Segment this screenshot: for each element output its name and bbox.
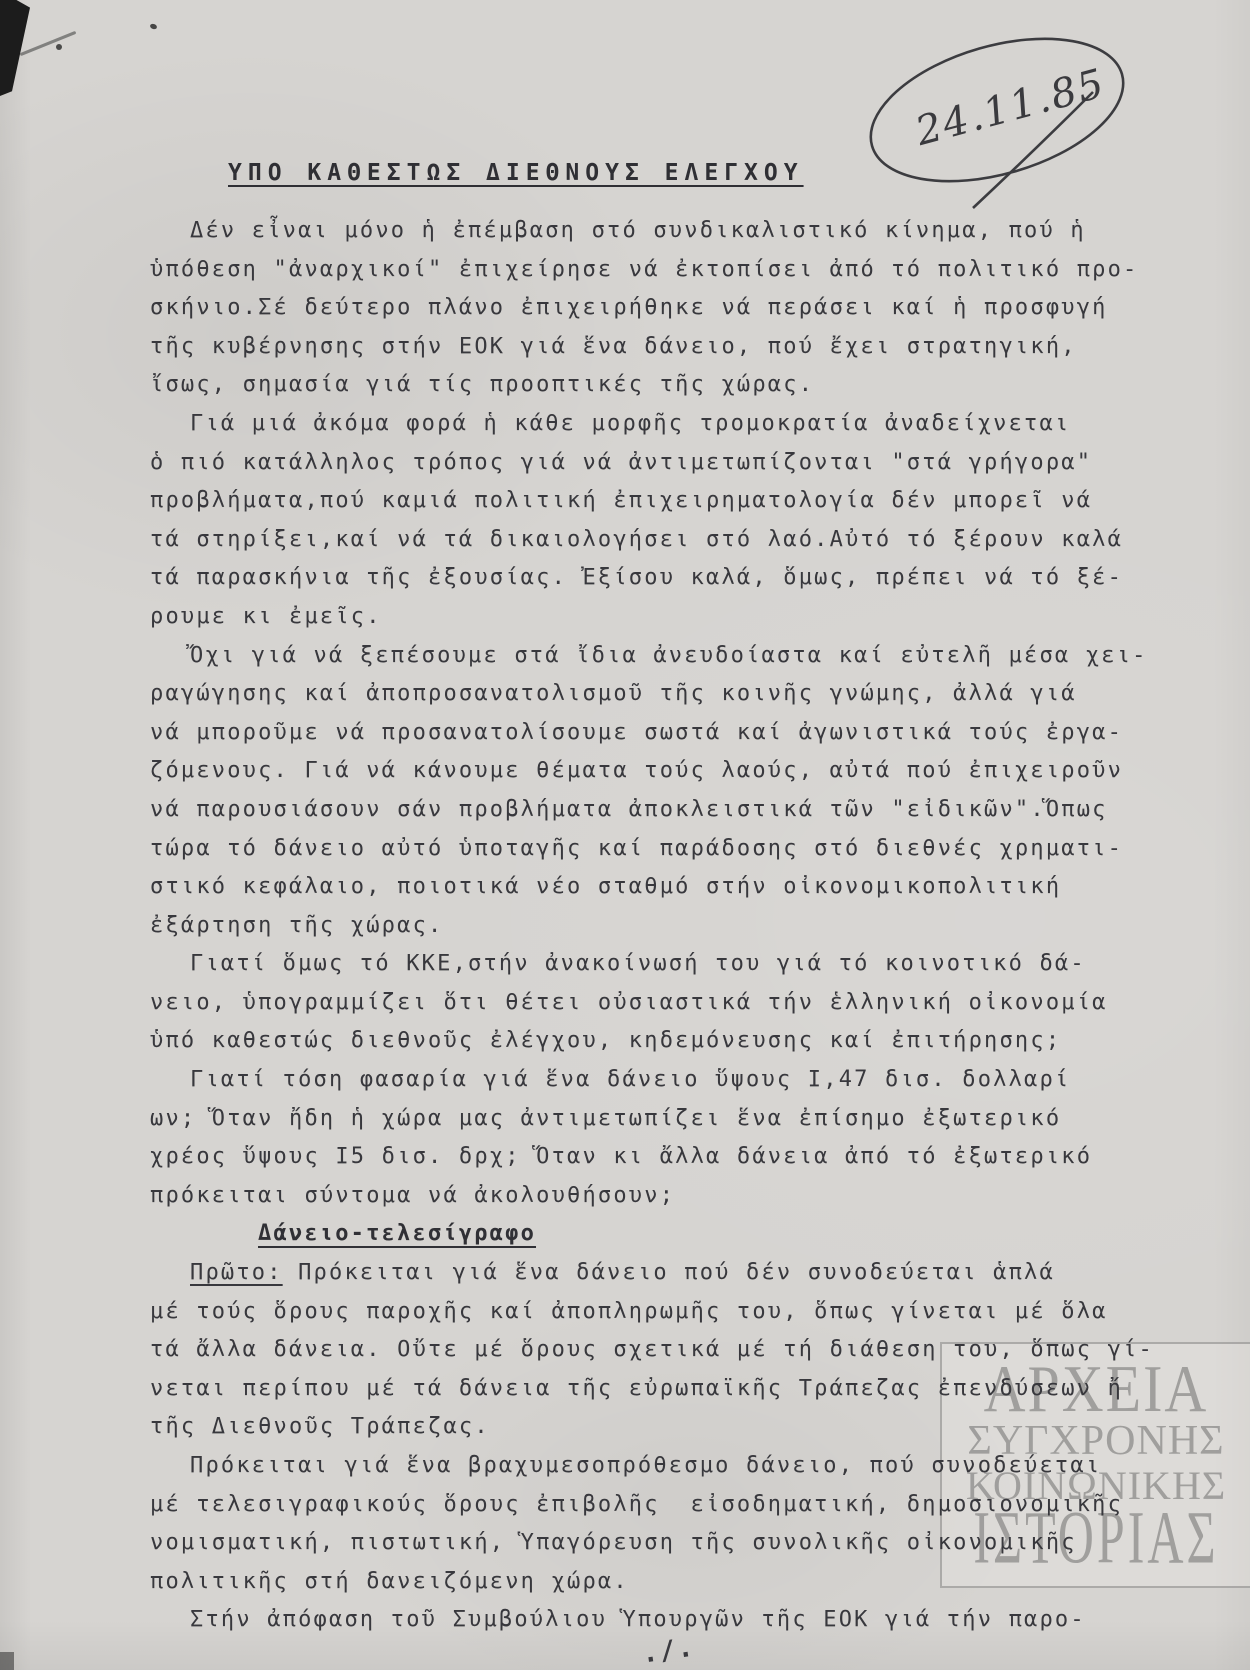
text-line: νεται περίπου μέ τά δάνεια τῆς εὐρωπαϊκῆς Τράπεζας ἐπενδύσεων ἤ	[150, 1375, 1124, 1401]
text-line: σκήνιο.Σέ δεύτερο πλάνο ἐπιχειρήθηκε νά περάσει καί ἡ προσφυγή	[150, 295, 1108, 321]
text-line: νά μποροῦμε νά προσανατολίσουμε σωστά καί ἀγωνιστικά τούς ἐργα-	[150, 719, 1124, 745]
text-line: ὑπόθεση "ἀναρχικοί" ἐπιχείρησε νά ἐκτοπίσει ἀπό τό πολιτικό προ-	[150, 256, 1139, 282]
watermark-line: ΚΟΙΝΩΝΙΚΗΣ	[965, 1463, 1227, 1508]
text-line: Στήν ἀπόφαση τοῦ Συμβούλιου Ὑπουργῶν τῆς ΕΟΚ γιά τήν παρο-	[190, 1607, 1086, 1633]
text-line: Δέν εἶναι μόνο ἡ ἐπέμβαση στό συνδικαλιστικό κίνημα, πού ἡ	[190, 218, 1086, 243]
text-line: νά παρουσιάσουν σάν προβλήματα ἀποκλειστικά τῶν "εἰδικῶν".Ὅπως	[150, 796, 1108, 822]
text-line: ων; Ὅταν ἤδη ἡ χώρα μας ἀντιμετωπίζει ἕνα ἐπίσημο ἐξωτερικό	[150, 1105, 1062, 1131]
text-line: Γιά μιά ἀκόμα φορά ἡ κάθε μορφῆς τρομοκρατία ἀναδείχνεται	[190, 410, 1071, 436]
text-line: τά ἄλλα δάνεια. Οὔτε μέ ὅρους σχετικά μέ τή διάθεση του, ὅπως γί-	[150, 1337, 1154, 1363]
text-line: προβλήματα,πού καμιά πολιτική ἐπιχειρηματολογία δέν μπορεῖ νά	[150, 488, 1093, 514]
handwritten-date-stamp	[845, 10, 1165, 230]
text-line: μέ τούς ὅρους παροχῆς καί ἀποπληρωμῆς του, ὅπως γίνεται μέ ὅλα	[150, 1298, 1108, 1324]
text-line: τῆς Διεθνοῦς Τράπεζας.	[150, 1414, 490, 1440]
text-line: ἐξάρτηση τῆς χώρας.	[150, 912, 444, 938]
continuation-mark: ./.	[640, 1632, 697, 1670]
text-line: τά παρασκήνια τῆς ἐξουσίας. Ἐξίσου καλά, ὅμως, πρέπει νά τό ξέ-	[150, 565, 1124, 591]
scan-edge-smudge	[0, 1652, 14, 1670]
ink-dot-artifact	[56, 44, 62, 50]
text-line: Πρόκειται γιά ἕνα βραχυμεσοπρόθεσμο δάνειο, πού συνοδεύεται	[190, 1453, 1102, 1478]
text-line: τώρα τό δάνειο αὐτό ὑποταγῆς καί παράδοσης στό διεθνές χρηματι-	[150, 835, 1124, 861]
handwritten-date: 24.11.85	[910, 60, 1111, 156]
text-line: ὑπό καθεστώς διεθνοῦς ἐλέγχου, κηδεμόνευσης καί ἐπιτήρησης;	[150, 1028, 1062, 1054]
pencil-streak-artifact	[20, 31, 77, 56]
document-body	[150, 212, 1154, 1640]
text-line: νομισματική, πιστωτική, Ὑπαγόρευση τῆς συνολικῆς οἰκονομικῆς	[150, 1530, 1077, 1556]
text-line: τά στηρίξει,καί νά τά δικαιολογήσει στό λαό.Αὐτό τό ξέρουν καλά	[150, 526, 1124, 552]
scan-corner-artifact	[0, 0, 30, 96]
text-line: ζόμενους. Γιά νά κάνουμε θέματα τούς λαούς, αὐτά πού ἐπιχειροῦν	[150, 758, 1124, 784]
text-line: ρουμε κι ἐμεῖς.	[150, 603, 382, 629]
text-line: μέ τελεσιγραφικούς ὅρους ἐπιβολῆς εἰσοδηματική, δημοσιονομικῆς	[150, 1491, 1124, 1517]
section-heading: Δάνειο-τελεσίγραφο	[258, 1221, 537, 1247]
text-line: ὁ πιό κατάλληλος τρόπος γιά νά ἀντιμετωπίζονται "στά γρήγορα"	[150, 449, 1093, 475]
text-line: νειο, ὑπογραμμίζει ὅτι θέτει οὐσιαστικά τήν ἑλληνική οἰκονομία	[150, 989, 1108, 1015]
text-line: τῆς κυβέρνησης στήν ΕΟΚ γιά ἕνα δάνειο, πού ἔχει στρατηγική,	[150, 333, 1077, 359]
text-line: Γιατί τόση φασαρία γιά ἕνα δάνειο ὕψους Ι,47 δισ. δολλαρί	[190, 1067, 1071, 1093]
text-line: Ὄχι γιά νά ξεπέσουμε στά ἴδια ἀνευδοίαστα καί εὐτελῆ μέσα χει-	[190, 642, 1148, 668]
text-line: στικό κεφάλαιο, ποιοτικά νέο σταθμό στήν οἰκονομικοπολιτική	[150, 874, 1062, 900]
watermark-line: ΣΥΓΧΡΟΝΗΣ	[967, 1418, 1225, 1464]
ink-dot-artifact	[149, 23, 157, 30]
watermark-line: ΑΡΧΕΙΑ	[983, 1351, 1209, 1426]
document-title: ΥΠΟ ΚΑΘΕΣΤΩΣ ΔΙΕΘΝΟΥΣ ΕΛΕΓΧΟΥ	[228, 160, 804, 186]
text-line: ἴσως, σημασία γιά τίς προοπτικές τῆς χώρας.	[150, 372, 815, 398]
text-line: Γιατί ὅμως τό ΚΚΕ,στήν ἀνακοίνωσή του γιά τό κοινοτικό δά-	[190, 951, 1086, 977]
text-line: Πρῶτο: Πρόκειται γιά ἕνα δάνειο πού δέν συνοδεύεται ἁπλά	[190, 1260, 1055, 1286]
text-line: χρέος ὕψους Ι5 δισ. δρχ; Ὅταν κι ἄλλα δάνεια ἀπό τό ἐξωτερικό	[150, 1144, 1093, 1170]
text-line: ραγώγησης καί ἀποπροσανατολισμοῦ τῆς κοινῆς γνώμης, ἀλλά γιά	[150, 681, 1077, 707]
text-line: πρόκειται σύντομα νά ἀκολουθήσουν;	[150, 1182, 676, 1208]
text-line: πολιτικῆς στή δανειζόμενη χώρα.	[150, 1568, 629, 1594]
watermark-line: ΙΣΤΟΡΙΑΣ	[973, 1495, 1219, 1579]
